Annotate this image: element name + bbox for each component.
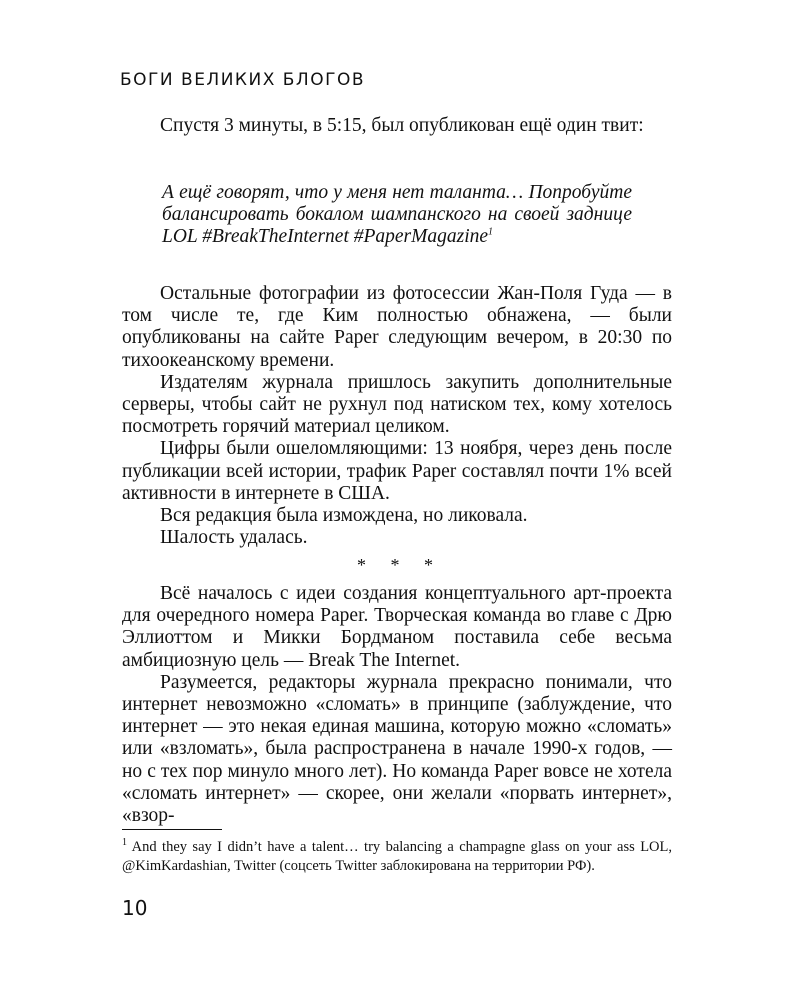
footnote-text: And they say I didn’t have a talent… try balancing a champagne glass on your ass LOL, @KimKardashian, Twitter (соцсеть Twitter заблокирована на территории РФ).	[122, 839, 673, 874]
footnote-rule	[122, 829, 222, 830]
paragraph: Издателям журнала пришлось закупить дополнительные серверы, чтобы сайт не рухнул под натиском тех, кому хотелось посмотреть горячий материал целиком.	[122, 371, 672, 438]
quote-text: А ещё говорят, что у меня нет таланта… Попробуйте балансировать бокалом шампанского на своей заднице LOL #BreakTheInternet #PaperMagazine	[162, 182, 632, 248]
paragraph-intro: Спустя 3 минуты, в 5:15, был опубликован ещё один твит:	[160, 115, 644, 136]
paragraph: Всё началось с идеи создания концептуального арт-проекта для очередного номера Paper. Творческая команда во главе с Дрю Эллиоттом и Микки Бордманом поставила себе весьма амбициозную цель — Break The Internet.	[122, 583, 672, 671]
paragraph: Цифры были ошеломляющими: 13 ноября, через день после публикации всей истории, трафик Paper составлял почти 1% всей активности в интернете в США.	[122, 438, 672, 504]
paragraph: Шалость удалась.	[160, 527, 308, 549]
footnote-ref: 1	[488, 226, 494, 238]
paragraphs-block-b	[122, 583, 672, 827]
paragraph: Вся редакция была измождена, но ликовала.	[160, 505, 528, 527]
footnote-mark: 1	[122, 837, 127, 849]
section-separator: * * *	[357, 555, 443, 575]
paragraphs-block-a	[122, 283, 672, 549]
paragraph: Разумеется, редакторы журнала прекрасно понимали, что интернет невозможно «сломать» в принципе (заблуждение, что интернет — это некая единая машина, которую можно «сломать» или «взломать», была распространена в начале 1990-х годов, — но с тех пор минуло много лет). Но команда Paper вовсе не хотела «сломать интернет» — скорее, они желали «порвать интернет», «взор-	[122, 671, 672, 827]
intro-block	[122, 115, 672, 137]
running-head: БОГИ ВЕЛИКИХ БЛОГОВ	[120, 70, 366, 90]
paragraph: Остальные фотографии из фотосессии Жан-Поля Гуда — в том числе те, где Ким полностью обнажена, — были опубликованы на сайте Paper следующим вечером, в 20:30 по тихоокеанскому времени.	[122, 283, 672, 371]
footnote	[122, 838, 672, 876]
page-number: 10	[122, 896, 148, 920]
tweet-quote	[162, 182, 632, 249]
